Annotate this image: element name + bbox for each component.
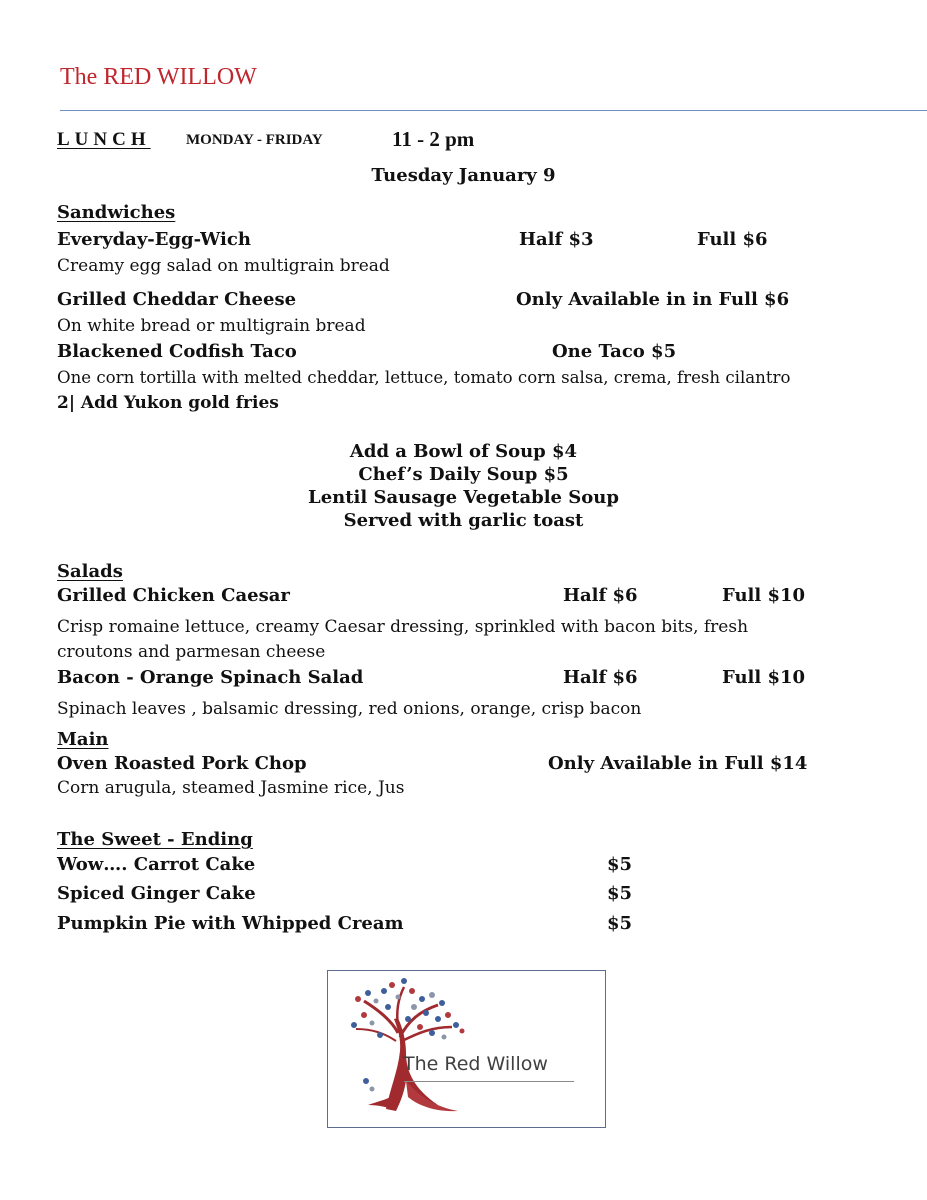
dessert-price: $5: [607, 854, 633, 875]
dessert-price: $5: [607, 883, 633, 904]
soup-line: Chef’s Daily Soup $5: [358, 464, 569, 485]
item-description: Corn arugula, steamed Jasmine rice, Jus: [57, 778, 405, 798]
item-price-full: Full $10: [722, 667, 806, 688]
restaurant-title: The RED WILLOW: [60, 64, 257, 90]
tree-logo-icon: [328, 971, 607, 1129]
item-name: Bacon - Orange Spinach Salad: [57, 667, 364, 688]
item-name: Grilled Cheddar Cheese: [57, 289, 297, 310]
item-description: On white bread or multigrain bread: [57, 316, 366, 336]
lunch-days: MONDAY - FRIDAY: [186, 132, 323, 148]
header-divider: [60, 110, 927, 111]
item-description: One corn tortilla with melted cheddar, lettuce, tomato corn salsa, crema, fresh cilantro: [57, 368, 791, 387]
soup-line: Served with garlic toast: [343, 510, 584, 531]
item-name: Grilled Chicken Caesar: [57, 585, 290, 606]
item-price-full: Only Available in in Full $6: [516, 289, 790, 310]
item-description: Crisp romaine lettuce, creamy Caesar dressing, sprinkled with bacon bits, fresh: [57, 617, 749, 637]
item-name: Blackened Codfish Taco: [57, 341, 297, 362]
dessert-name: Pumpkin Pie with Whipped Cream: [57, 913, 404, 934]
item-name: Oven Roasted Pork Chop: [57, 753, 307, 774]
soup-line: Add a Bowl of Soup $4: [349, 441, 578, 462]
soup-line: Lentil Sausage Vegetable Soup: [308, 487, 619, 508]
dessert-price: $5: [607, 913, 633, 934]
item-price-half: Half $6: [563, 585, 638, 606]
item-name: Everyday-Egg-Wich: [57, 229, 251, 250]
section-heading-main: Main: [57, 729, 109, 750]
item-price-full: Full $6: [697, 229, 768, 250]
logo-box: [327, 970, 606, 1128]
logo-underline: [404, 1081, 574, 1082]
item-price-half: Half $3: [519, 229, 594, 250]
lunch-label: LUNCH: [57, 129, 151, 150]
item-description: Spinach leaves , balsamic dressing, red onions, orange, crisp bacon: [57, 699, 642, 719]
item-price: One Taco $5: [552, 341, 677, 362]
item-addon: 2| Add Yukon gold fries: [57, 393, 279, 413]
item-description: croutons and parmesan cheese: [57, 642, 326, 662]
dessert-name: Spiced Ginger Cake: [57, 883, 256, 904]
section-heading-dessert: The Sweet - Ending: [57, 829, 253, 850]
item-price-half: Half $6: [563, 667, 638, 688]
section-heading-sandwiches: Sandwiches: [57, 202, 176, 223]
item-description: Creamy egg salad on multigrain bread: [57, 256, 390, 276]
item-price-full: Full $10: [722, 585, 806, 606]
logo-text: The Red Willow: [403, 1053, 548, 1075]
menu-date: Tuesday January 9: [371, 165, 556, 186]
lunch-hours: 11 - 2 pm: [392, 127, 475, 151]
section-heading-salads: Salads: [57, 561, 123, 582]
dessert-name: Wow…. Carrot Cake: [57, 854, 256, 875]
item-price-full: Only Available in Full $14: [548, 753, 808, 774]
